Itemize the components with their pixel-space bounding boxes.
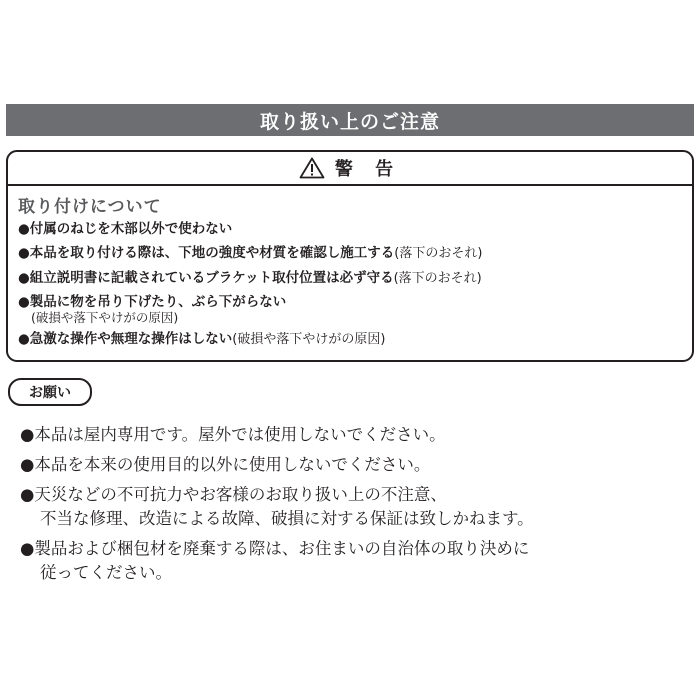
warning-item: ●付属のねじを木部以外で使わない [18,221,233,237]
warning-list [18,221,682,348]
warning-box [6,150,694,362]
warning-item: ●本品を取り付ける際は、下地の強度や材質を確認し施工する(落下のおそれ) [18,245,483,261]
request-item: ●天災などの不可抗力やお客様のお取り扱い上の不注意、 不当な修理、改造による故障、破損に対する保証は致しかねます。 [20,485,534,528]
warning-item: ●急激な操作や無理な操作はしない(破損や落下やけがの原因) [18,331,386,347]
request-list [20,423,660,591]
warning-item: ●組立説明書に記載されているブラケット取付位置は必ず守る(落下のおそれ) [18,270,482,286]
request-item: ●本品を本来の使用目的以外に使用しないでください。 [20,455,431,474]
warning-subtitle: 取り付けについて [18,197,162,217]
request-item: ●本品は屋内専用です。屋外では使用しないでください。 [20,425,446,444]
section-title-bar: 取り扱い上のご注意 [6,104,694,136]
warning-triangle-icon [299,157,325,179]
request-item: ●製品および梱包材を廃棄する際は、お住まいの自治体の取り決めに 従ってください。 [20,539,530,582]
request-label: お願い [8,378,92,406]
warning-item: ●製品に物を吊り下げたり、ぶら下がらない (破損や落下やけがの原因) [18,294,287,325]
warning-header [8,152,692,186]
warning-title: 警 告 [334,159,402,180]
